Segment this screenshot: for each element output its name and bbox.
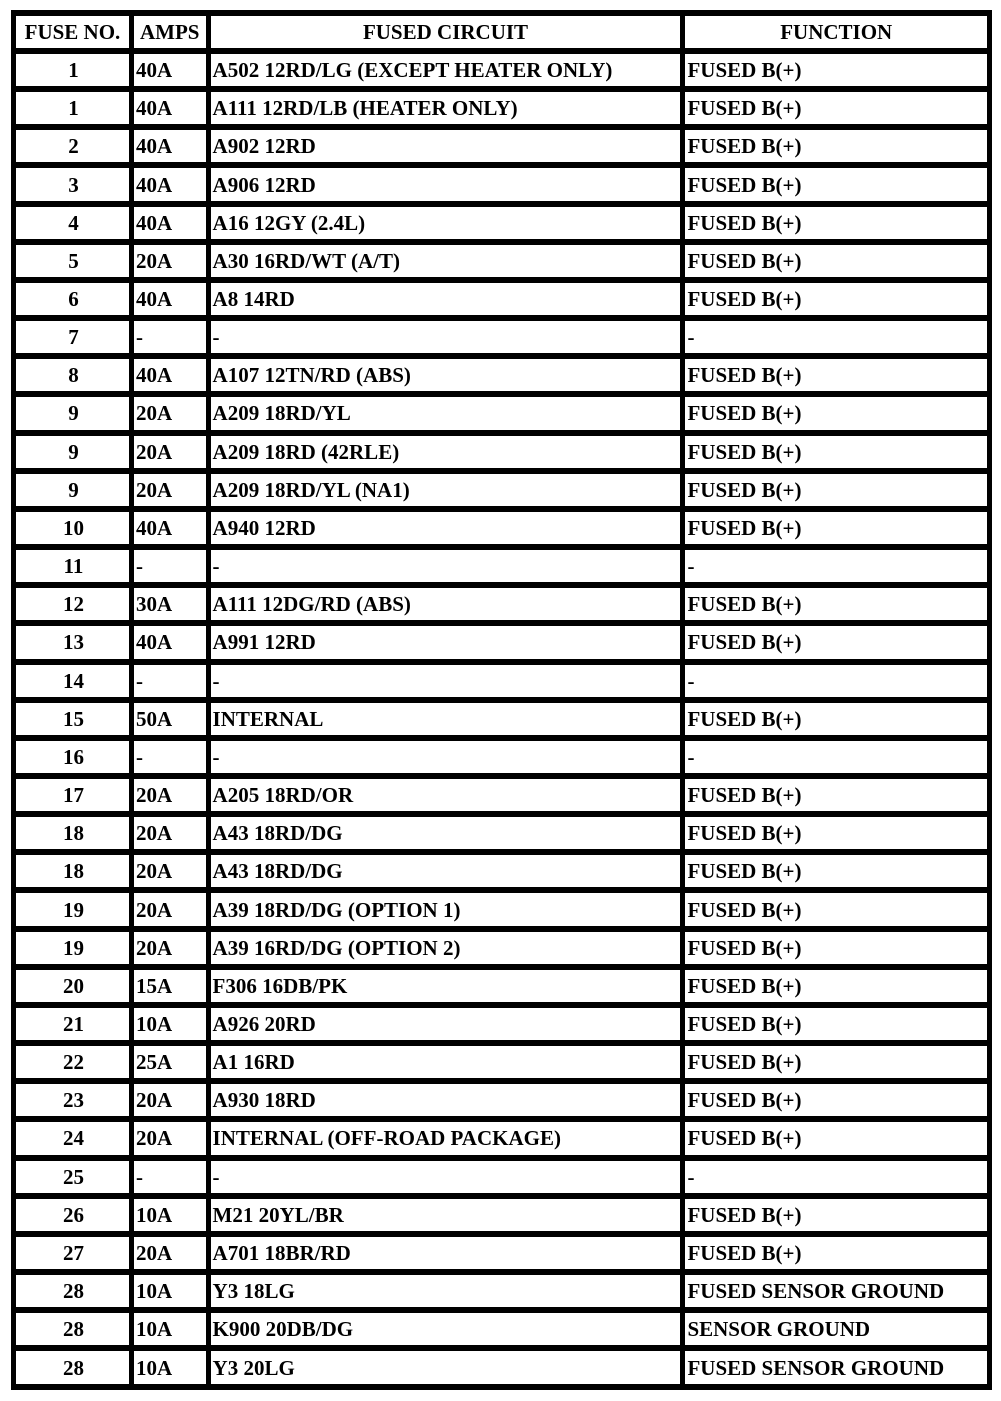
cell-fused-circuit: A205 18RD/OR	[211, 779, 681, 811]
table-row	[16, 588, 987, 620]
cell-amps: 20A	[134, 817, 206, 849]
table-row	[16, 474, 987, 506]
cell-fused-circuit: -	[211, 321, 681, 353]
cell-function: FUSED B(+)	[685, 932, 987, 964]
header-function: FUNCTION	[685, 16, 987, 48]
cell-function: FUSED B(+)	[685, 855, 987, 887]
cell-fused-circuit: A43 18RD/DG	[211, 855, 681, 887]
cell-function: SENSOR GROUND	[685, 1313, 987, 1345]
table-row	[16, 92, 987, 124]
cell-fused-circuit: A107 12TN/RD (ABS)	[211, 359, 681, 391]
table-row	[16, 436, 987, 468]
cell-fuse-no: 22	[16, 1046, 129, 1078]
cell-function: FUSED B(+)	[685, 817, 987, 849]
table-row	[16, 321, 987, 353]
cell-amps: -	[134, 1161, 206, 1193]
cell-function: FUSED B(+)	[685, 359, 987, 391]
cell-fused-circuit: Y3 18LG	[211, 1275, 681, 1307]
cell-fused-circuit: INTERNAL (OFF-ROAD PACKAGE)	[211, 1122, 681, 1154]
cell-function: -	[685, 741, 987, 773]
cell-fuse-no: 28	[16, 1275, 129, 1307]
cell-fused-circuit: A502 12RD/LG (EXCEPT HEATER ONLY)	[211, 54, 681, 86]
cell-function: FUSED SENSOR GROUND	[685, 1275, 987, 1307]
cell-function: -	[685, 1161, 987, 1193]
cell-fuse-no: 19	[16, 932, 129, 964]
table-row	[16, 932, 987, 964]
cell-fuse-no: 28	[16, 1351, 129, 1384]
cell-fuse-no: 14	[16, 665, 129, 697]
cell-amps: 10A	[134, 1199, 206, 1231]
table-row	[16, 130, 987, 162]
cell-function: FUSED B(+)	[685, 397, 987, 429]
table-row	[16, 1313, 987, 1345]
table-row	[16, 1122, 987, 1154]
cell-function: FUSED B(+)	[685, 436, 987, 468]
cell-fuse-no: 18	[16, 855, 129, 887]
cell-fuse-no: 9	[16, 397, 129, 429]
cell-fused-circuit: A926 20RD	[211, 1008, 681, 1040]
cell-amps: 15A	[134, 970, 206, 1002]
cell-function: -	[685, 321, 987, 353]
cell-function: FUSED B(+)	[685, 245, 987, 277]
cell-amps: 10A	[134, 1313, 206, 1345]
cell-amps: -	[134, 741, 206, 773]
table-row	[16, 855, 987, 887]
cell-fuse-no: 7	[16, 321, 129, 353]
table-row	[16, 359, 987, 391]
table-row	[16, 207, 987, 239]
cell-function: FUSED B(+)	[685, 1046, 987, 1078]
cell-amps: 40A	[134, 359, 206, 391]
cell-fuse-no: 2	[16, 130, 129, 162]
cell-amps: 10A	[134, 1351, 206, 1384]
cell-amps: 20A	[134, 779, 206, 811]
cell-function: FUSED B(+)	[685, 588, 987, 620]
cell-function: FUSED B(+)	[685, 474, 987, 506]
table-row	[16, 893, 987, 925]
cell-function: FUSED B(+)	[685, 130, 987, 162]
cell-fuse-no: 4	[16, 207, 129, 239]
table-row	[16, 817, 987, 849]
cell-fuse-no: 13	[16, 626, 129, 658]
cell-fuse-no: 17	[16, 779, 129, 811]
cell-fused-circuit: Y3 20LG	[211, 1351, 681, 1384]
cell-amps: 40A	[134, 130, 206, 162]
cell-fused-circuit: A209 18RD/YL (NA1)	[211, 474, 681, 506]
cell-fused-circuit: INTERNAL	[211, 703, 681, 735]
cell-function: FUSED B(+)	[685, 1122, 987, 1154]
cell-fuse-no: 21	[16, 1008, 129, 1040]
cell-fused-circuit: -	[211, 1161, 681, 1193]
cell-function: FUSED B(+)	[685, 626, 987, 658]
cell-function: FUSED B(+)	[685, 168, 987, 200]
table-row	[16, 54, 987, 86]
table-row	[16, 1161, 987, 1193]
cell-fused-circuit: A1 16RD	[211, 1046, 681, 1078]
cell-amps: 20A	[134, 932, 206, 964]
cell-fuse-no: 16	[16, 741, 129, 773]
cell-fuse-no: 8	[16, 359, 129, 391]
cell-amps: 20A	[134, 474, 206, 506]
cell-amps: 10A	[134, 1008, 206, 1040]
cell-amps: 50A	[134, 703, 206, 735]
cell-amps: -	[134, 321, 206, 353]
cell-fused-circuit: A902 12RD	[211, 130, 681, 162]
cell-function: FUSED B(+)	[685, 1084, 987, 1116]
cell-fuse-no: 25	[16, 1161, 129, 1193]
cell-fuse-no: 20	[16, 970, 129, 1002]
cell-fused-circuit: A701 18BR/RD	[211, 1237, 681, 1269]
cell-fused-circuit: A906 12RD	[211, 168, 681, 200]
cell-fuse-no: 23	[16, 1084, 129, 1116]
cell-function: FUSED B(+)	[685, 703, 987, 735]
cell-fuse-no: 11	[16, 550, 129, 582]
cell-function: FUSED B(+)	[685, 54, 987, 86]
cell-amps: 20A	[134, 1084, 206, 1116]
fuse-table-container	[11, 10, 992, 1390]
table-row	[16, 703, 987, 735]
table-row	[16, 741, 987, 773]
table-row	[16, 245, 987, 277]
cell-fuse-no: 3	[16, 168, 129, 200]
cell-fused-circuit: A8 14RD	[211, 283, 681, 315]
table-row	[16, 665, 987, 697]
table-row	[16, 1008, 987, 1040]
table-row	[16, 550, 987, 582]
cell-amps: 30A	[134, 588, 206, 620]
cell-fuse-no: 19	[16, 893, 129, 925]
cell-fuse-no: 12	[16, 588, 129, 620]
cell-fused-circuit: -	[211, 550, 681, 582]
cell-function: -	[685, 550, 987, 582]
cell-amps: 20A	[134, 436, 206, 468]
table-row	[16, 1199, 987, 1231]
cell-function: FUSED B(+)	[685, 893, 987, 925]
cell-function: FUSED B(+)	[685, 1008, 987, 1040]
cell-fuse-no: 24	[16, 1122, 129, 1154]
cell-fuse-no: 28	[16, 1313, 129, 1345]
cell-fuse-no: 9	[16, 436, 129, 468]
cell-fused-circuit: -	[211, 741, 681, 773]
cell-fuse-no: 1	[16, 54, 129, 86]
cell-function: FUSED B(+)	[685, 207, 987, 239]
table-row	[16, 1351, 987, 1384]
cell-amps: 20A	[134, 397, 206, 429]
cell-fused-circuit: A43 18RD/DG	[211, 817, 681, 849]
cell-amps: 40A	[134, 92, 206, 124]
cell-fused-circuit: -	[211, 665, 681, 697]
cell-fused-circuit: A30 16RD/WT (A/T)	[211, 245, 681, 277]
cell-fuse-no: 5	[16, 245, 129, 277]
cell-function: FUSED B(+)	[685, 283, 987, 315]
cell-amps: 20A	[134, 855, 206, 887]
table-row	[16, 626, 987, 658]
table-row	[16, 283, 987, 315]
table-row	[16, 1237, 987, 1269]
cell-function: -	[685, 665, 987, 697]
cell-fused-circuit: A39 18RD/DG (OPTION 1)	[211, 893, 681, 925]
cell-function: FUSED B(+)	[685, 1237, 987, 1269]
table-header-row	[16, 16, 987, 48]
cell-amps: -	[134, 665, 206, 697]
fuse-table	[11, 10, 992, 1390]
table-row	[16, 397, 987, 429]
table-row	[16, 779, 987, 811]
cell-fused-circuit: F306 16DB/PK	[211, 970, 681, 1002]
cell-fuse-no: 15	[16, 703, 129, 735]
cell-function: FUSED B(+)	[685, 779, 987, 811]
cell-amps: 40A	[134, 207, 206, 239]
table-row	[16, 970, 987, 1002]
cell-fused-circuit: A111 12DG/RD (ABS)	[211, 588, 681, 620]
cell-amps: 40A	[134, 626, 206, 658]
cell-fused-circuit: A111 12RD/LB (HEATER ONLY)	[211, 92, 681, 124]
fuse-table-body	[16, 54, 987, 1384]
cell-fused-circuit: A930 18RD	[211, 1084, 681, 1116]
header-fuse-no: FUSE NO.	[16, 16, 129, 48]
cell-function: FUSED B(+)	[685, 92, 987, 124]
cell-amps: 20A	[134, 1237, 206, 1269]
cell-amps: 20A	[134, 245, 206, 277]
cell-fuse-no: 26	[16, 1199, 129, 1231]
cell-fused-circuit: A209 18RD (42RLE)	[211, 436, 681, 468]
table-row	[16, 1084, 987, 1116]
header-fused-circuit: FUSED CIRCUIT	[211, 16, 681, 48]
table-row	[16, 168, 987, 200]
cell-function: FUSED B(+)	[685, 1199, 987, 1231]
cell-amps: 40A	[134, 54, 206, 86]
cell-function: FUSED SENSOR GROUND	[685, 1351, 987, 1384]
cell-fuse-no: 18	[16, 817, 129, 849]
table-row	[16, 1046, 987, 1078]
cell-fused-circuit: A940 12RD	[211, 512, 681, 544]
cell-amps: 20A	[134, 893, 206, 925]
table-row	[16, 512, 987, 544]
cell-amps: 40A	[134, 512, 206, 544]
cell-fuse-no: 1	[16, 92, 129, 124]
cell-amps: -	[134, 550, 206, 582]
cell-fused-circuit: A209 18RD/YL	[211, 397, 681, 429]
cell-fuse-no: 6	[16, 283, 129, 315]
cell-amps: 25A	[134, 1046, 206, 1078]
cell-fused-circuit: M21 20YL/BR	[211, 1199, 681, 1231]
cell-amps: 10A	[134, 1275, 206, 1307]
cell-fused-circuit: A991 12RD	[211, 626, 681, 658]
cell-function: FUSED B(+)	[685, 970, 987, 1002]
cell-fused-circuit: A39 16RD/DG (OPTION 2)	[211, 932, 681, 964]
cell-fuse-no: 10	[16, 512, 129, 544]
header-amps: AMPS	[134, 16, 206, 48]
cell-amps: 40A	[134, 283, 206, 315]
cell-fuse-no: 27	[16, 1237, 129, 1269]
cell-fuse-no: 9	[16, 474, 129, 506]
table-row	[16, 1275, 987, 1307]
cell-function: FUSED B(+)	[685, 512, 987, 544]
cell-amps: 20A	[134, 1122, 206, 1154]
cell-fused-circuit: K900 20DB/DG	[211, 1313, 681, 1345]
cell-amps: 40A	[134, 168, 206, 200]
cell-fused-circuit: A16 12GY (2.4L)	[211, 207, 681, 239]
